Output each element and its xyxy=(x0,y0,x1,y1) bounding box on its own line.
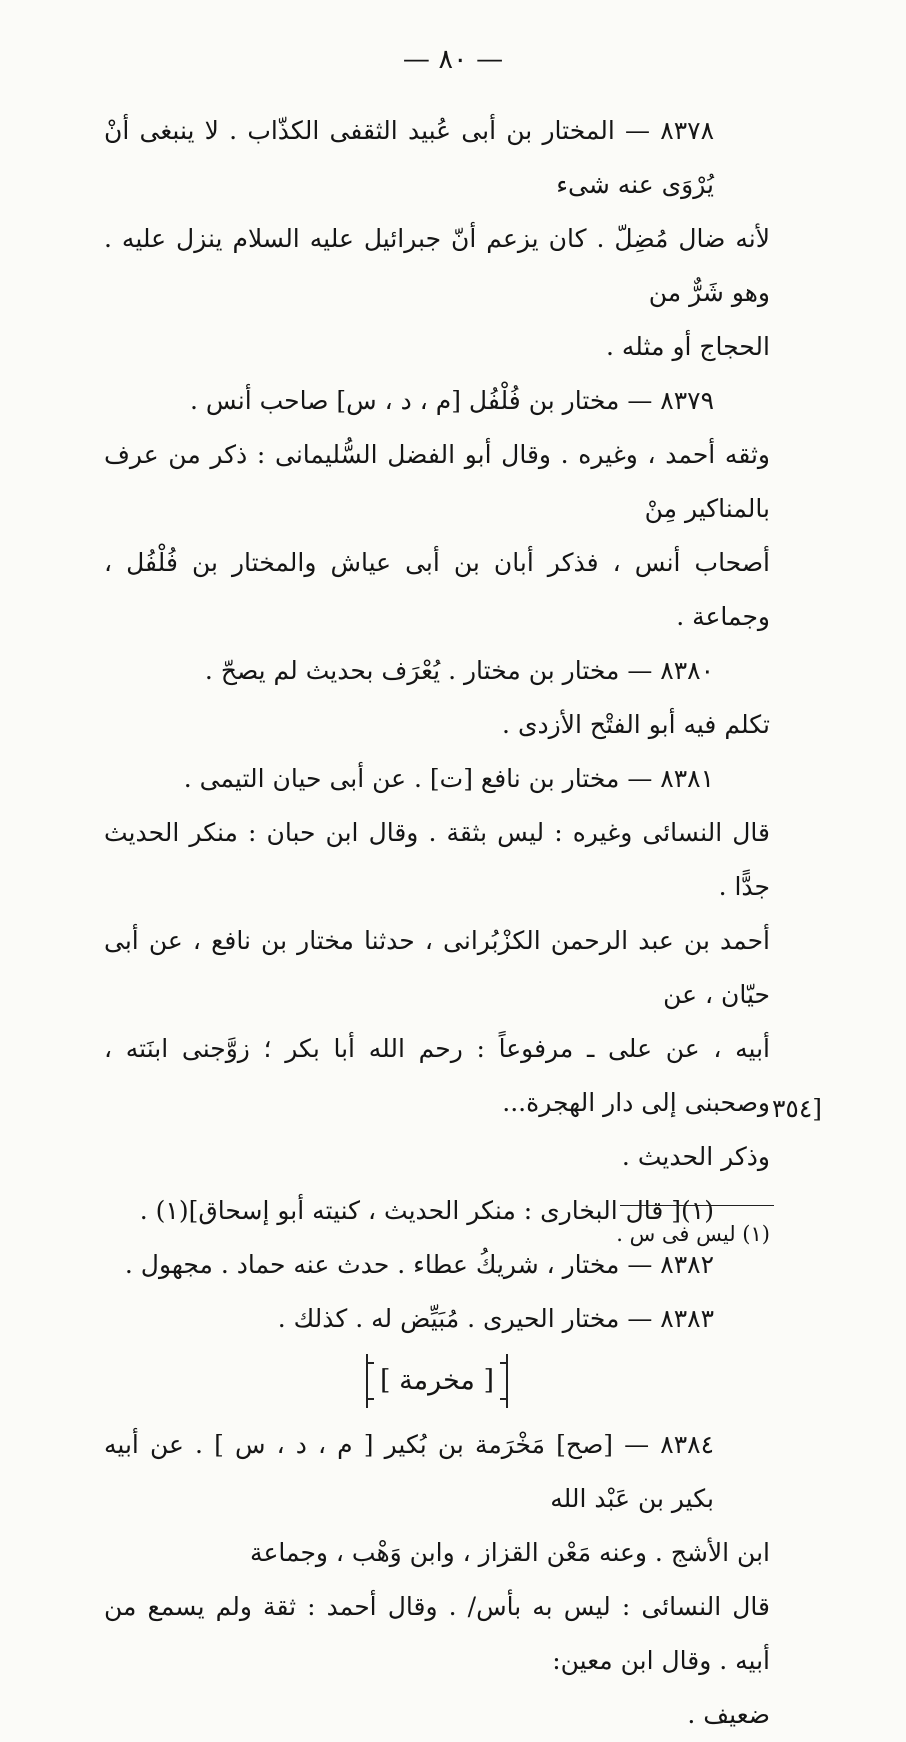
footnote: (١) ليس فى س . xyxy=(616,1222,770,1246)
text-line: لأنه ضال مُضِلّ . كان يزعم أنّ جبرائيل عليه السلام ينزل عليه . وهو شَرٌّ من xyxy=(104,224,770,307)
page-number: — ٨٠ — xyxy=(402,44,504,75)
text-line: ٨٣٧٩ — مختار بن فُلْفُل [م ، د ، س] صاحب أنس . xyxy=(190,386,714,415)
text-line: وذكر الحديث . xyxy=(621,1142,770,1171)
section-heading-label: [ مخرمة ] xyxy=(366,1354,508,1408)
text-line: أبيه ، عن على ـ مرفوعاً : رحم الله أبا بكر ؛ زوَّجنى ابنَته ، وصحبنى إلى دار الهجرة... xyxy=(104,1034,770,1117)
text-line: ٨٣٨٠ — مختار بن مختار . يُعْرَف بحديث لم يصحّ . xyxy=(204,656,714,685)
page-body xyxy=(104,104,770,1742)
text-line: الحجاج أو مثله . xyxy=(605,332,770,361)
margin-page-reference: [٣٥٤ xyxy=(772,1094,823,1123)
section-heading xyxy=(104,1354,770,1408)
text-line: ضعيف . xyxy=(687,1700,770,1729)
text-line: ٨٣٨٣ — مختار الحيرى . مُبَيِّض له . كذلك . xyxy=(277,1304,714,1333)
text-line: ٨٣٨٢ — مختار ، شريكُ عطاء . حدث عنه حماد . مجهول . xyxy=(124,1250,714,1279)
text-line: قال النسائى وغيره : ليس بثقة . وقال ابن حبان : منكر الحديث جدًّا . xyxy=(104,818,770,901)
text-line: وثقه أحمد ، وغيره . وقال أبو الفضل السُّليمانى : ذكر من عرف بالمناكير مِنْ xyxy=(104,440,770,523)
text-line: ٨٣٧٨ — المختار بن أبى عُبيد الثقفى الكذّاب . لا ينبغى أنْ يُرْوَى عنه شىء xyxy=(104,116,714,199)
text-line: ابن الأشج . وعنه مَعْن القزاز ، وابن وَهْب ، وجماعة xyxy=(250,1538,770,1567)
footnote-divider xyxy=(620,1205,774,1206)
text-line: تكلم فيه أبو الفتْح الأزدى . xyxy=(502,710,770,739)
text-line: أصحاب أنس ، فذكر أبان بن أبى عياش والمختار بن فُلْفُل ، وجماعة . xyxy=(104,548,770,631)
text-line: أحمد بن عبد الرحمن الكزْبُرانى ، حدثنا مختار بن نافع ، عن أبى حيّان ، عن xyxy=(104,926,770,1009)
text-line: ٨٣٨٤ — [صح] مَخْرَمة بن بُكير [ م ، د ، س ] . عن أبيه بكير بن عَبْد الله xyxy=(104,1430,714,1513)
text-line: (١)[ قال البخارى : منكر الحديث ، كنيته أبو إسحاق](١) . xyxy=(139,1196,714,1225)
text-line: قال النسائى : ليس به بأس/ . وقال أحمد : ثقة ولم يسمع من أبيه . وقال ابن معين: xyxy=(104,1592,770,1675)
text-line: ٨٣٨١ — مختار بن نافع [ت] . عن أبى حيان التيمى . xyxy=(183,764,714,793)
